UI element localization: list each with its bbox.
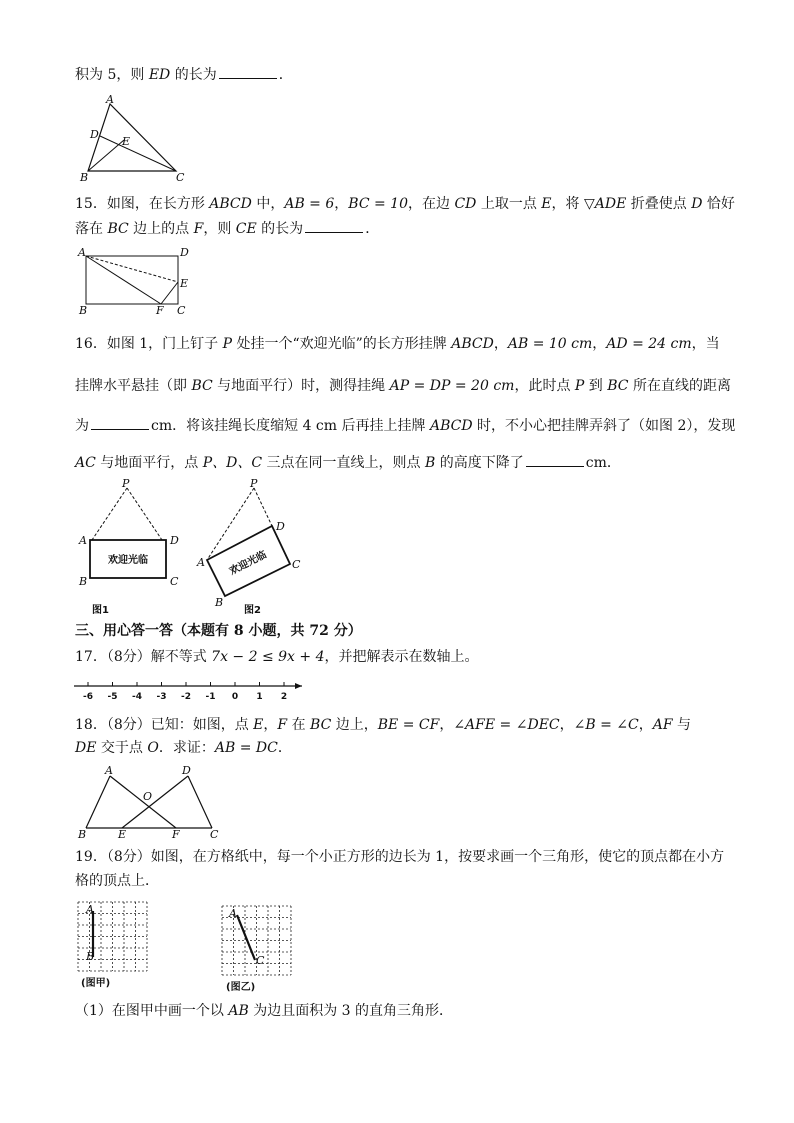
q17-text: 17．（8分）解不等式 7x − 2 ≤ 9x + 4，并把解表示在数轴上。 [75, 649, 479, 665]
svg-text:E: E [118, 828, 127, 841]
number-line-label: -2 [181, 692, 191, 702]
svg-text:D: D [180, 246, 189, 259]
answer-blank [219, 66, 277, 79]
label-D: D [90, 128, 99, 141]
q19-line1: 19．（8分）如图，在方格纸中，每一个小正方形的边长为 1，按要求画一个三角形，使它的顶点都在小方 [75, 849, 725, 865]
number-line-label: -6 [83, 692, 93, 702]
svg-text:C: C [256, 954, 265, 967]
label-C: C [176, 171, 185, 184]
svg-text:C: C [177, 304, 186, 317]
svg-text:A: A [229, 907, 237, 920]
svg-text:P: P [250, 477, 258, 490]
number-line-arrow [295, 683, 302, 689]
svg-text:P: P [122, 477, 130, 490]
q15-rectangle-figure [76, 246, 191, 316]
svg-text:O: O [143, 790, 153, 803]
svg-text:D: D [182, 764, 191, 777]
q18-line2: DE 交于点 O．求证：AB = DC． [75, 740, 292, 756]
q19-line2: 格的顶点上． [75, 873, 159, 889]
q14-triangle-figure [78, 93, 188, 184]
q16-sign-figures [72, 478, 312, 613]
q19-sub1: （1）在图甲中画一个以 AB 为边且面积为 3 的直角三角形． [75, 1003, 454, 1019]
svg-text:C: C [210, 828, 219, 841]
number-line-label: -3 [156, 692, 167, 702]
q14-text: 积为 5，则 ED 的长为 ． [75, 67, 293, 83]
svg-text:A: A [86, 903, 94, 916]
q16-line3: 为 cm．将该挂绳长度缩短 4 cm 后再挂上挂牌 ABCD 时，不小心把挂牌弄斜了（如图 2），发现 [75, 418, 736, 434]
q16-line4: AC 与地面平行，点 P、D、C 三点在同一直线上，则点 B 的高度下降了 cm． [75, 455, 621, 471]
svg-text:C: C [170, 575, 179, 588]
number-line-label: 0 [231, 692, 239, 702]
section-heading: 三、用心答一答（本题有 8 小题，共 72 分） [75, 623, 362, 639]
svg-text:F: F [172, 828, 180, 841]
svg-text:E: E [180, 277, 189, 290]
q16-line2: 挂牌水平悬挂（即 BC 与地面平行）时，测得挂绳 AP = DP = 20 cm，此时点 P 到 BC 所在直线的距离 [75, 378, 731, 394]
svg-text:B: B [78, 828, 87, 841]
grid-figure-yi [220, 904, 292, 978]
svg-text:D: D [170, 534, 179, 547]
number-line-label: 1 [256, 692, 263, 702]
svg-text:B: B [79, 575, 88, 588]
q18-triangles-figure [76, 764, 226, 839]
svg-text:A: A [197, 556, 205, 569]
svg-text:A: A [105, 764, 113, 777]
caption-jia: (图甲) [81, 978, 111, 989]
number-line [74, 678, 306, 702]
grid-figure-jia [76, 900, 148, 974]
label-A: A [106, 93, 114, 106]
svg-text:B: B [86, 950, 95, 963]
number-line-label: -4 [132, 692, 142, 702]
number-line-label: 2 [280, 692, 288, 702]
q15-line2: 落在 BC 边上的点 F，则 CE 的长为 ． [75, 221, 380, 237]
sign-text-1: 欢迎光临 [108, 555, 148, 566]
svg-text:D: D [276, 520, 285, 533]
number-line-label: -5 [107, 692, 118, 702]
svg-text:B: B [79, 304, 88, 317]
label-E: E [122, 135, 131, 148]
q16-line1: 16．如图 1，门上钉子 P 处挂一个“欢迎光临”的长方形挂牌 ABCD，AB = 10 cm，AD = 24 cm，当 [75, 336, 720, 352]
caption-yi: (图乙) [226, 982, 256, 993]
fig2-caption: 图2 [244, 605, 261, 616]
number-line-label: -1 [205, 692, 216, 702]
sign-text-2: 欢迎光临 [227, 549, 269, 578]
svg-text:C: C [292, 558, 301, 571]
fig1-caption: 图1 [92, 605, 109, 616]
svg-text:A: A [79, 534, 87, 547]
label-B: B [80, 171, 89, 184]
q15-line1: 15．如图，在长方形 ABCD 中，AB = 6，BC = 10，在边 CD 上取一点 E，将 ▽ADE 折叠使点 D 恰好 [75, 196, 735, 212]
svg-text:F: F [156, 304, 164, 317]
q18-line1: 18．（8分）已知：如图，点 E，F 在 BC 边上，BE = CF，∠AFE = ∠DEC，∠B = ∠C，AF 与 [75, 717, 691, 733]
svg-text:A: A [78, 246, 86, 259]
svg-text:B: B [215, 596, 224, 609]
